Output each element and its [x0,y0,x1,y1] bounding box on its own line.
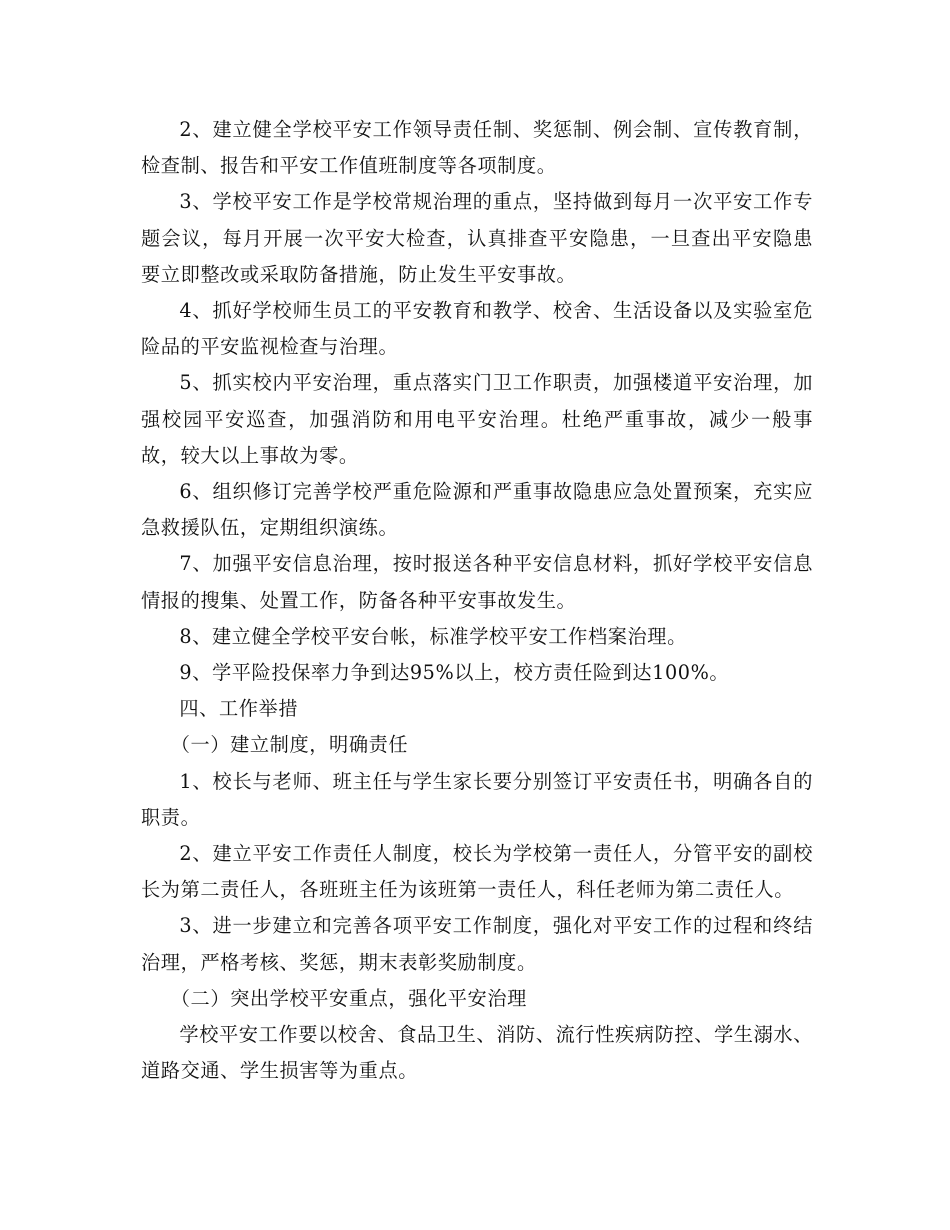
subsection-heading-2: （二）突出学校平安重点，强化平安治理 [170,986,527,1010]
paragraph-item-9: 9、学平险投保率力争到达95%以上，校方责任险到达100%。 [179,661,730,685]
paragraph-item-3: 3、学校平安工作是学校常规治理的重点，坚持做到每月一次平安工作专题会议，每月开展一次平安大检查，认真排查平安隐患，一旦查出平安隐患要立即整改或采取防备措施，防止发生平安事故。 [141,190,813,286]
section-heading-measures: 四、工作举措 [179,697,299,721]
paragraph-item-5: 5、抓实校内平安治理，重点落实门卫工作职责，加强楼道平安治理，加强校园平安巡查，加强消防和用电平安治理。杜绝严重事故，减少一般事故，较大以上事故为零。 [141,371,813,467]
paragraph-focus: 学校平安工作要以校舍、食品卫生、消防、流行性疾病防控、学生溺水、道路交通、学生损害等为重点。 [141,1023,813,1083]
paragraph-item-2: 2、建立健全学校平安工作领导责任制、奖惩制、例会制、宣传教育制，检查制、报告和平安工作值班制度等各项制度。 [141,118,813,178]
subsection-heading-1: （一）建立制度，明确责任 [170,733,409,757]
paragraph-measure-3: 3、进一步建立和完善各项平安工作制度，强化对平安工作的过程和终结治理，严格考核、奖惩，期末表彰奖励制度。 [141,914,813,974]
paragraph-measure-1: 1、校长与老师、班主任与学生家长要分别签订平安责任书，明确各自的职责。 [141,769,813,829]
paragraph-item-4: 4、抓好学校师生员工的平安教育和教学、校舍、生活设备以及实验室危险品的平安监视检查与治理。 [141,299,813,359]
paragraph-item-6: 6、组织修订完善学校严重危险源和严重事故隐患应急处置预案，充实应急救援队伍，定期组织演练。 [141,480,813,540]
paragraph-measure-2: 2、建立平安工作责任人制度，校长为学校第一责任人，分管平安的副校长为第二责任人，各班班主任为该班第一责任人，科任老师为第二责任人。 [141,842,813,902]
paragraph-item-7: 7、加强平安信息治理，按时报送各种平安信息材料，抓好学校平安信息情报的搜集、处置工作，防备各种平安事故发生。 [141,552,813,612]
document-body [141,112,813,1089]
paragraph-item-8: 8、建立健全学校平安台帐，标准学校平安工作档案治理。 [179,624,687,648]
